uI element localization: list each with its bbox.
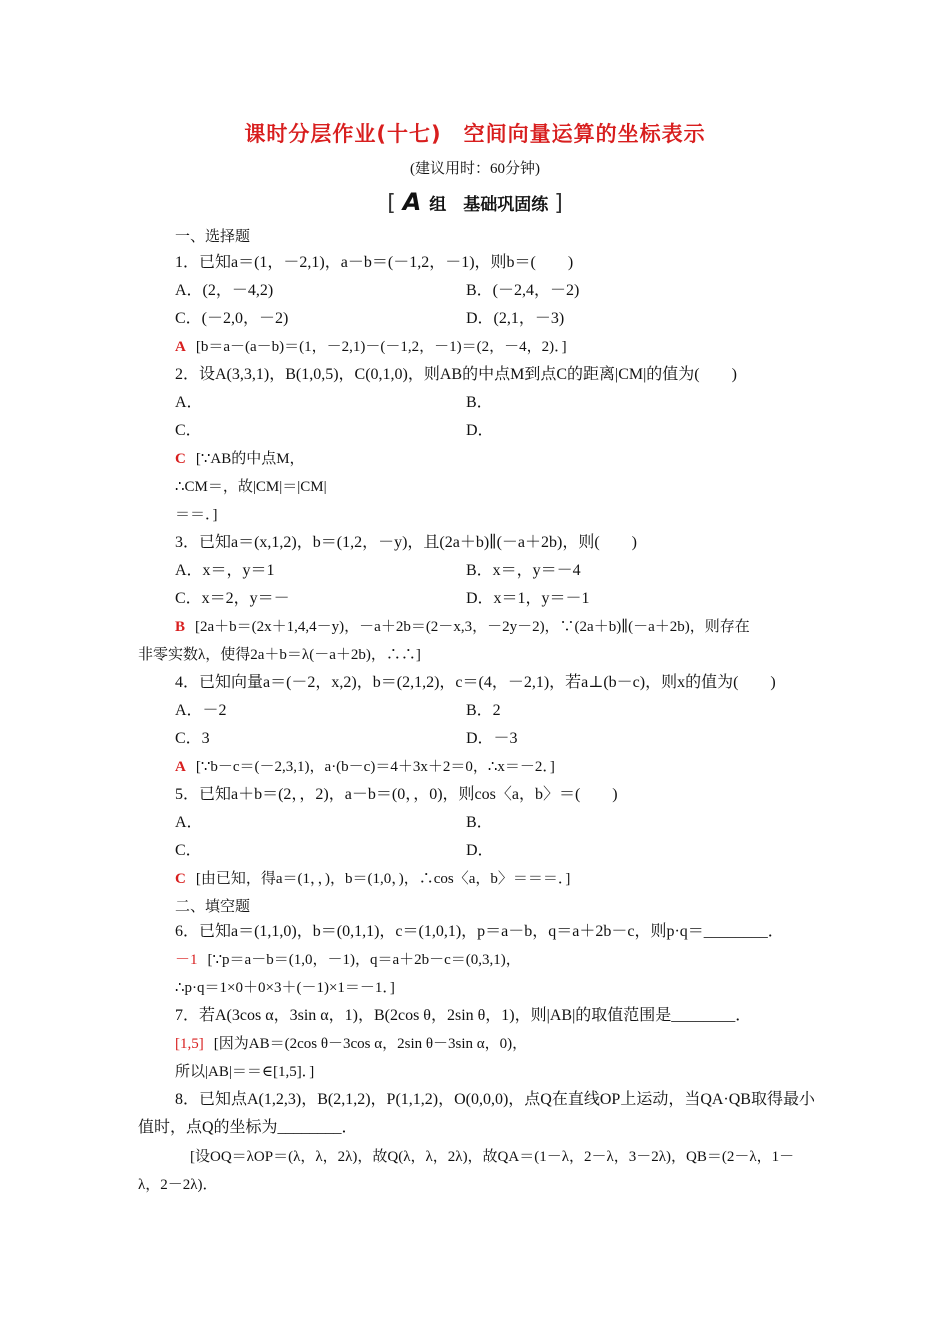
q2-stem: 2．设A(3,3,1)，B(1,0,5)，C(0,1,0)，则AB的中点M到点C的距离|CM|的值为( ) xyxy=(175,366,737,383)
q4-option-c: C．3 xyxy=(175,730,210,747)
q8-explain-1: [设OQ＝λOP＝(λ，λ，2λ)，故Q(λ，λ，2λ)，故QA＝(1－λ，2－λ，3－2λ)，QB＝(2－λ，1－ xyxy=(190,1149,795,1165)
group-label: 组 基础巩固练 xyxy=(429,195,549,215)
q6-answer: －1 xyxy=(175,952,198,968)
q2-explain-3: ＝＝．] xyxy=(175,507,218,523)
q4-stem: 4．已知向量a＝(－2，x,2)，b＝(2,1,2)，c＝(4，－2,1)，若a⊥(b－c)，则x的值为( ) xyxy=(175,674,776,691)
q5-option-c: C． xyxy=(175,842,202,859)
q1-option-b: B．(－2,4，－2) xyxy=(466,282,580,299)
q5-option-a: A． xyxy=(175,814,203,831)
q3-option-b: B．x＝，y＝－4 xyxy=(466,562,581,579)
q1-option-a: A．(2，－4,2) xyxy=(175,282,274,299)
q5-solution xyxy=(175,869,570,889)
q8-stem-1: 8．已知点A(1,2,3)，B(2,1,2)，P(1,1,2)，O(0,0,0)，点Q在直线OP上运动，当QA·QB取得最小 xyxy=(175,1091,815,1108)
q7-explain-2: 所以|AB|＝＝∈[1,5]．] xyxy=(175,1064,315,1080)
q3-option-c: C．x＝2，y＝－ xyxy=(175,590,290,607)
q5-stem: 5．已知a＋b＝(2，，2)，a－b＝(0，，0)，则cos〈a，b〉＝( ) xyxy=(175,786,618,803)
q4-option-a: A．－2 xyxy=(175,702,227,719)
section-fill: 二、填空题 xyxy=(175,897,251,915)
q5-option-d: D． xyxy=(466,842,494,859)
q2-explain-1: [∵AB的中点M， xyxy=(195,451,305,467)
q1-explain: [b＝a－(a－b)＝(1，－2,1)－(－1,2，－1)＝(2，－4，2)．] xyxy=(195,339,567,355)
q2-solution xyxy=(175,449,305,469)
q6-explain-1: [∵p＝a－b＝(1,0，－1)，q＝a＋2b－c＝(0,3,1)， xyxy=(207,952,521,968)
q4-option-d: D．－3 xyxy=(466,730,518,747)
q1-answer: A xyxy=(175,339,186,355)
q8-stem-2: 值时，点Q的坐标为________． xyxy=(138,1119,358,1136)
q7-stem: 7．若A(3cos α，3sin α，1)，B(2cos θ，2sin θ，1)，则|AB|的取值范围是________． xyxy=(175,1007,752,1024)
q3-answer: B xyxy=(175,619,186,635)
q4-option-b: B．2 xyxy=(466,702,501,719)
q2-option-d: D． xyxy=(466,422,494,439)
q2-answer: C xyxy=(175,451,186,467)
q7-solution xyxy=(175,1034,527,1054)
q5-option-b: B． xyxy=(466,814,493,831)
q5-answer: C xyxy=(175,871,186,887)
page-title: 课时分层作业(十七) 空间向量运算的坐标表示 xyxy=(244,122,706,146)
q4-explain: [∵b－c＝(－2,3,1)，a·(b－c)＝4＋3x＋2＝0，∴x＝－2．] xyxy=(195,759,555,775)
q3-explain-2: 非零实数λ，使得2a＋b＝λ(－a＋2b)，∴∴] xyxy=(138,647,421,663)
q8-explain-2: λ，2－2λ)． xyxy=(138,1177,218,1193)
q6-solution xyxy=(175,950,521,970)
group-letter: A xyxy=(402,188,422,216)
q7-explain-1: [因为AB＝(2cos θ－3cos α，2sin θ－3sin α，0)， xyxy=(213,1036,528,1052)
q4-answer: A xyxy=(175,759,186,775)
q2-explain-2: ∴CM＝，故|CM|＝|CM| xyxy=(175,479,327,495)
q3-option-d: D．x＝1，y＝－1 xyxy=(466,590,590,607)
right-bracket: ] xyxy=(554,191,563,216)
q3-option-a: A．x＝，y＝1 xyxy=(175,562,275,579)
section-choice: 一、选择题 xyxy=(175,227,251,245)
left-bracket: [ xyxy=(387,191,403,216)
q1-option-d: D．(2,1，－3) xyxy=(466,310,565,327)
q1-stem: 1．已知a＝(1，－2,1)，a－b＝(－1,2，－1)，则b＝( ) xyxy=(175,254,574,271)
q7-answer: [1,5] xyxy=(175,1036,204,1052)
q2-option-a: A． xyxy=(175,394,203,411)
q1-solution xyxy=(175,337,567,357)
q5-explain: [由已知，得a＝(1，，)，b＝(1,0，)，∴cos〈a，b〉＝＝＝．] xyxy=(195,871,571,887)
q3-solution xyxy=(175,617,750,637)
q1-option-c: C．(－2,0，－2) xyxy=(175,310,289,327)
q3-stem: 3．已知a＝(x,1,2)，b＝(1,2，－y)，且(2a＋b)∥(－a＋2b)，则( ) xyxy=(175,534,637,551)
q6-stem: 6．已知a＝(1,1,0)，b＝(0,1,1)，c＝(1,0,1)，p＝a－b，q＝a＋2b－c，则p·q＝________． xyxy=(175,923,784,940)
time-note: (建议用时：60分钟) xyxy=(410,161,540,177)
q6-explain-2: ∴p·q＝1×0＋0×3＋(－1)×1＝－1．] xyxy=(175,980,395,996)
q2-option-c: C． xyxy=(175,422,202,439)
q2-option-b: B． xyxy=(466,394,493,411)
group-a-banner xyxy=(0,188,950,216)
q3-explain-1: [2a＋b＝(2x＋1,4,4－y)，－a＋2b＝(2－x,3，－2y－2)，∵(2a＋b)∥(－a＋2b)，则存在 xyxy=(195,619,750,635)
q4-solution xyxy=(175,757,555,777)
